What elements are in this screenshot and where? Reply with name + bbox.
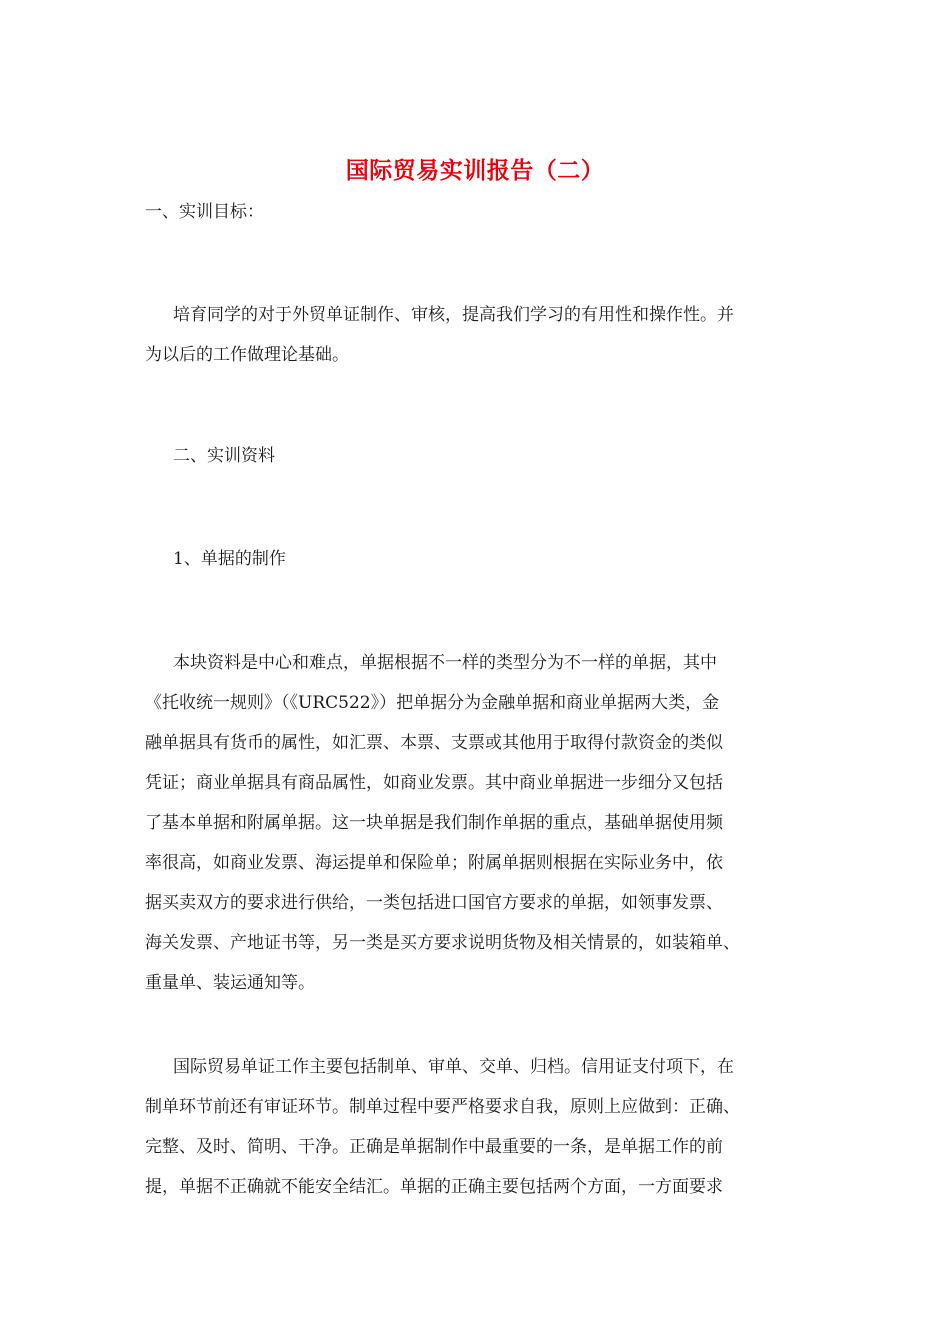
paragraph-line: 凭证；商业单据具有商品属性，如商业发票。其中商业单据进一步细分又包括 <box>145 773 723 793</box>
paragraph-line: 为以后的工作做理论基础。 <box>145 345 349 365</box>
paragraph-line: 提，单据不正确就不能安全结汇。单据的正确主要包括两个方面，一方面要求 <box>145 1177 723 1197</box>
paragraph-line: 融单据具有货币的属性，如汇票、本票、支票或其他用于取得付款资金的类似 <box>145 733 723 753</box>
paragraph-line: 完整、及时、简明、干净。正确是单据制作中最重要的一条，是单据工作的前 <box>145 1137 723 1157</box>
paragraph-line: 培育同学的对于外贸单证制作、审核，提高我们学习的有用性和操作性。并 <box>173 305 734 325</box>
paragraph-goal <box>145 295 815 375</box>
paragraph-line: 制单环节前还有审证环节。制单过程中要严格要求自我，原则上应做到：正确、 <box>145 1097 740 1117</box>
paragraph-document-work <box>145 1047 815 1207</box>
section-heading-material: 二、实训资料 <box>173 446 275 466</box>
paragraph-line: 率很高，如商业发票、海运提单和保险单；附属单据则根据在实际业务中，依 <box>145 853 723 873</box>
paragraph-line: 国际贸易单证工作主要包括制单、审单、交单、归档。信用证支付项下，在 <box>173 1057 734 1077</box>
paragraph-line: 海关发票、产地证书等，另一类是买方要求说明货物及相关情景的，如装箱单、 <box>145 933 740 953</box>
paragraph-line: 据买卖双方的要求进行供给，一类包括进口国官方要求的单据，如领事发票、 <box>145 893 723 913</box>
paragraph-document-types <box>145 643 815 1003</box>
subsection-heading-documents: 1、单据的制作 <box>173 549 286 569</box>
document-title: 国际贸易实训报告（二） <box>345 157 605 184</box>
paragraph-line: 《托收统一规则》（《URC522》）把单据分为金融单据和商业单据两大类，金 <box>145 693 720 713</box>
paragraph-line: 本块资料是中心和难点，单据根据不一样的类型分为不一样的单据，其中 <box>173 653 717 673</box>
paragraph-line: 了基本单据和附属单据。这一块单据是我们制作单据的重点，基础单据使用频 <box>145 813 723 833</box>
section-heading-goal: 一、实训目标： <box>145 202 264 222</box>
paragraph-line: 重量单、装运通知等。 <box>145 973 315 993</box>
